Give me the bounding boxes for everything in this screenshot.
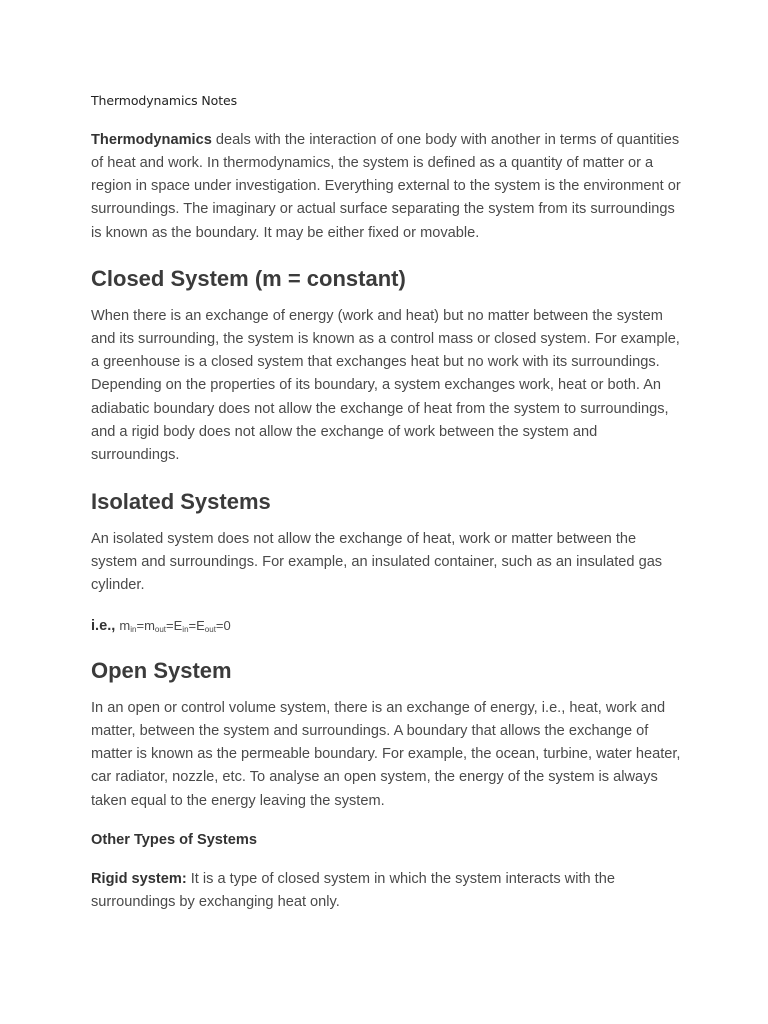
- isolated-equation: $m_{in}=m_{out}=E_{in}=E_{out}=0$: [119, 618, 231, 634]
- rigid-system-paragraph: [91, 868, 681, 915]
- closed-system-heading: Closed System (m = constant): [91, 266, 406, 291]
- rigid-system-text: It is a type of closed system in which the system interacts with the surroundings by exchanging heat only.: [91, 870, 615, 910]
- ie-label: i.e.,: [91, 618, 116, 634]
- rigid-system-label: Rigid system:: [91, 870, 187, 887]
- isolated-equation-line: [91, 614, 231, 641]
- closed-system-paragraph: When there is an exchange of energy (work and heat) but no matter between the system and its surrounding, the system is known as a control mass or closed system. For example, a greenhouse is a closed system that exchanges heat but no work with its surroundings. Depending on the properties of its boundary, a system exchanges work, heat or both. An adiabatic boundary does not allow the exchange of heat from the system to surroundings, and a rigid body does not allow the exchange of work between the system and surroundings.: [91, 307, 680, 464]
- intro-paragraph: [91, 129, 681, 245]
- document-title: Thermodynamics Notes: [91, 93, 238, 108]
- isolated-systems-paragraph: An isolated system does not allow the exchange of heat, work or matter between the system and surroundings. For example, an insulated container, such as an insulated gas cylinder.: [91, 530, 663, 594]
- isolated-systems-heading: Isolated Systems: [91, 489, 271, 514]
- intro-term: Thermodynamics: [91, 131, 212, 148]
- other-types-heading: Other Types of Systems: [91, 832, 257, 848]
- open-system-heading: Open System: [91, 658, 232, 683]
- open-system-paragraph: In an open or control volume system, there is an exchange of energy, i.e., heat, work and matter, between the system and surroundings. A boundary that allows the exchange of matter is known as the permeable boundary. For example, the ocean, turbine, water heater, car radiator, nozzle, etc. To analyse an open system, the energy of the system is always taken equal to the energy leaving the system.: [91, 699, 681, 809]
- intro-text: deals with the interaction of one body with another in terms of quantities of heat and work. In thermodynamics, the system is defined as a quantity of matter or a region in space under investigation. Everything external to the system is the environment or surroundings. The imaginary or actual surface separating the system from its surroundings is known as the boundary. It may be either fixed or movable.: [91, 131, 681, 241]
